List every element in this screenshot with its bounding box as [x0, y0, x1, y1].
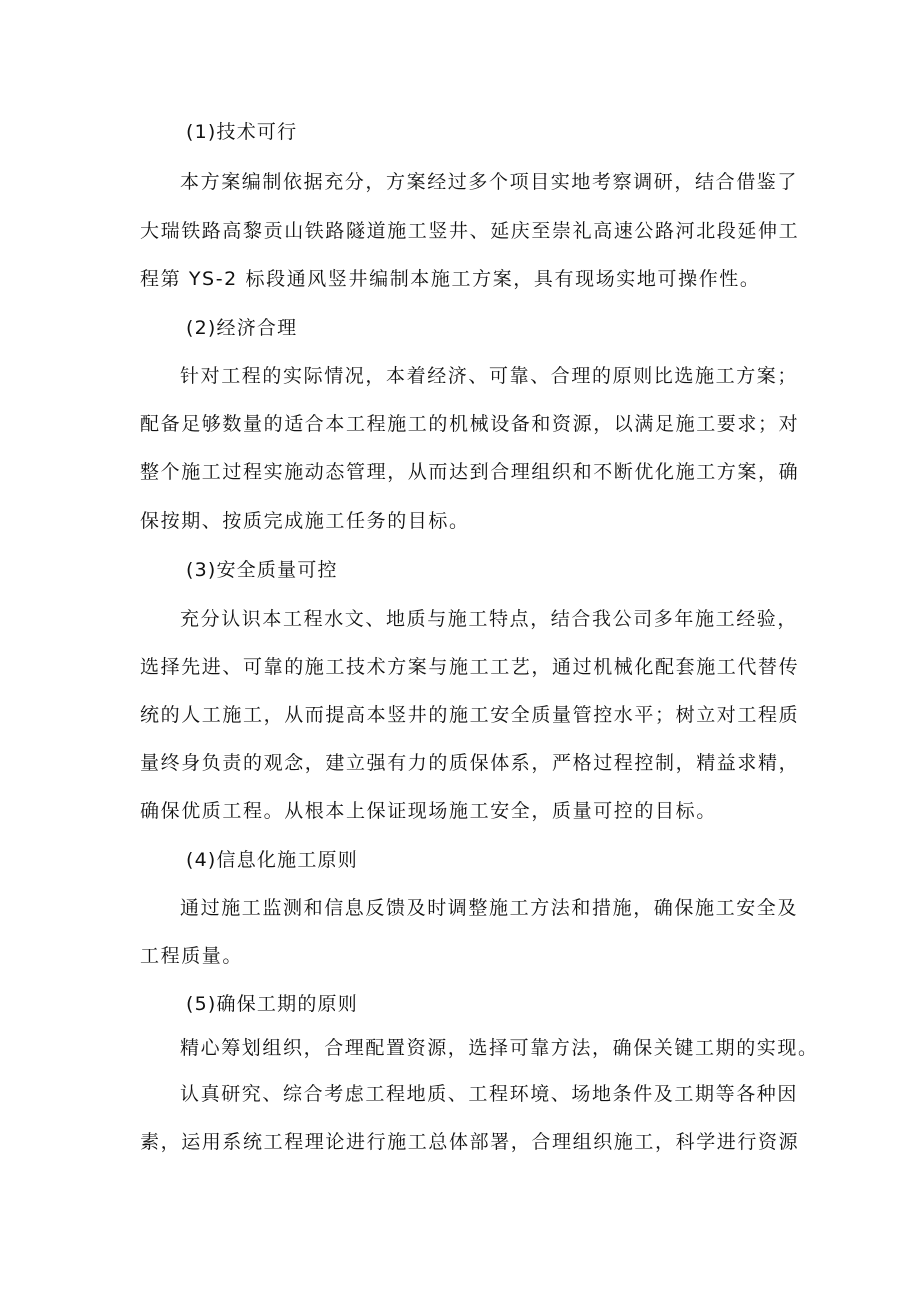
paragraph-line: 量终身负责的观念，建立强有力的质保体系，严格过程控制，精益求精，	[140, 752, 800, 774]
paragraph-line: 确保优质工程。从根本上保证现场施工安全，质量可控的目标。	[140, 800, 717, 822]
paragraph-line: 选择先进、可靠的施工技术方案与施工工艺，通过机械化配套施工代替传	[140, 656, 800, 678]
section-heading: (1)技术可行	[186, 121, 298, 143]
section-heading: (4)信息化施工原则	[186, 849, 358, 871]
section-heading: (3)安全质量可控	[186, 559, 338, 581]
paragraph-line: 程第 YS-2 标段通风竖井编制本施工方案，具有现场实地可操作性。	[140, 268, 761, 290]
paragraph-line: 通过施工监测和信息反馈及时调整施工方法和措施，确保施工安全及	[180, 897, 799, 919]
paragraph-line: 统的人工施工，从而提高本竖井的施工安全质量管控水平；树立对工程质	[140, 704, 800, 726]
section-heading: (5)确保工期的原则	[186, 993, 358, 1015]
paragraph-line: 大瑞铁路高黎贡山铁路隧道施工竖井、延庆至崇礼高速公路河北段延伸工	[140, 220, 800, 242]
paragraph-line: 整个施工过程实施动态管理，从而达到合理组织和不断优化施工方案，确	[140, 461, 800, 483]
paragraph-line: 工程质量。	[140, 945, 244, 967]
paragraph-line: 配备足够数量的适合本工程施工的机械设备和资源，以满足施工要求；对	[140, 413, 800, 435]
paragraph-line: 精心筹划组织，合理配置资源，选择可靠方法，确保关键工期的实现。	[180, 1037, 819, 1059]
paragraph-line: 针对工程的实际情况，本着经济、可靠、合理的原则比选施工方案；	[180, 365, 799, 387]
paragraph-line: 充分认识本工程水文、地质与施工特点，结合我公司多年施工经验，	[180, 608, 799, 630]
section-heading: (2)经济合理	[186, 317, 298, 339]
paragraph-line: 认真研究、综合考虑工程地质、工程环境、场地条件及工期等各种因	[180, 1083, 799, 1105]
paragraph-line: 素，运用系统工程理论进行施工总体部署，合理组织施工，科学进行资源	[140, 1131, 800, 1153]
paragraph-line: 本方案编制依据充分，方案经过多个项目实地考察调研，结合借鉴了	[180, 171, 799, 193]
paragraph-line: 保按期、按质完成施工任务的目标。	[140, 510, 470, 532]
